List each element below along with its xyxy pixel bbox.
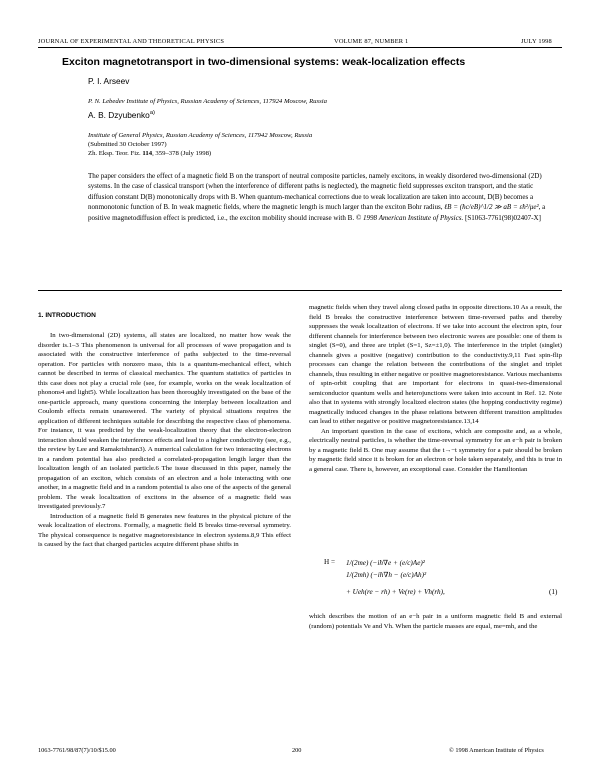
equation-hole-term: 1/(2mh) (−iħ∇h − (e/c)Ah)² xyxy=(346,571,427,579)
paragraph: In two-dimensional (2D) systems, all states are localized, no matter how weak the disorder is.1–3 This phenomenon is universal for all processes of wave propagation and is associated with the constructive interference of paths subjected to the time-reversal operation. For particles with nonzero mass, this is a quantum-mechanical effect, which cannot be described in terms of classical mechanics. The quantum statistics of particles in this case does not play a crucial role (see, for example, works on the weak localization of phonons4 and light5). While localization has been thoroughly investigated on the base of the one-particle approach, many questions concerning the interplay between localization and Coulomb effects remain unanswered. The variety of physical situations requires the application of different techniques suitable for describing the respective class of phenomena. For instance, it was predicted by the weak-localization theory that the electron-electron interaction should weaken the interference effects and lead to a higher conductivity (see, e.g., the review by Lee and Ramakrishnan3). A numerical calculation for two interacting electrons in a random potential has also predicted a correlated-propagation length larger than the localization length of an isolated particle.6 The issue discussed in this paper, namely the propagation of an exciton, which consists of an electron and a hole interacting with one another, in a magnetic field and in a random potential is also one of the aspects of the general problem. The weak localization of excitons in the absence of a magnetic field was investigated previously.7 xyxy=(38,332,291,510)
equation-electron-term: 1/(2me) (−iħ∇e + (e/c)Ae)² xyxy=(346,559,425,567)
right-column-continuation xyxy=(309,612,562,631)
volume-number: VOLUME 87, NUMBER 1 xyxy=(334,38,409,45)
issue-date: JULY 1998 xyxy=(521,38,552,45)
abstract-rule xyxy=(38,290,562,291)
left-column xyxy=(38,331,291,550)
right-column xyxy=(309,303,562,474)
paragraph: Introduction of a magnetic field B generates new features in the physical picture of the weak localization of electrons. Formally, a magnetic field B breaks time-reversal symmetry. The physical consequence is negative magnetoresistance in electron systems.8,9 This effect is caused by the fact that charged particles acquire different phase shifts in xyxy=(38,512,291,548)
journal-name: JOURNAL OF EXPERIMENTAL AND THEORETICAL PHYSICS xyxy=(38,38,225,45)
submission-date: (Submitted 30 October 1997) xyxy=(88,141,167,148)
doi-code: [S1063-7761(98)02407-X] xyxy=(465,213,541,222)
page-number: 200 xyxy=(292,747,302,754)
author-1-name: P. I. Arseev xyxy=(88,76,130,86)
author-footnote-mark: a) xyxy=(149,110,155,117)
abstract: The paper considers the effect of a magnetic field B on the transport of neutral composite particles, namely excitons, in weakly disordered two-dimensional (2D) systems. In the case of classical transport (when the interference of different paths is neglected), the magnetic field suppresses exciton transport, and the static diffusion constant D(B) monotonically drops with B. When quantum-mechanical corrections due to weak localization are taken into account, D(B) becomes a nonmonotonic function of B. In weak magnetic fields, where the magnetic length is much larger than the exciton Bohr radius, ℓB = (ħc/eB)^1/2 ≫ aB = εħ²/μe², a positive magnetodiffusion effect is predicted, i.e., the exciton mobility should increase with B. © 1998 American Institute of Physics. [S1063-7761(98)02407-X] xyxy=(88,172,546,222)
footer-copyright: © 1998 American Institute of Physics xyxy=(449,747,544,754)
header-rule xyxy=(38,47,562,48)
bohr-radius-formula: ℓB = (ħc/eB)^1/2 ≫ aB = εħ²/μe² xyxy=(444,203,539,212)
citation-line: Zh. Eksp. Teor. Fiz. 114, 359–378 (July 1998) xyxy=(88,150,212,157)
author-2-affiliation: Institute of General Physics, Russian Academy of Sciences, 117942 Moscow, Russia xyxy=(88,132,313,139)
equation-lhs: H = xyxy=(324,558,336,566)
author-1-affiliation: P. N. Lebedev Institute of Physics, Russian Academy of Sciences, 117924 Moscow, Russia xyxy=(88,98,327,105)
paragraph: magnetic fields when they travel along closed paths in opposite directions.10 As a result, the field B breaks the constructive interference between time-reversed paths and thereby suppresses the weak localization of electrons. If we take into account the electron spin, four different channels for interference between two electronic waves are possible: one of them is singlet (S=0), and three are triplet (S=1, Sz=±1,0). The interference in the triplet (singlet) channels gives a positive (negative) contribution to the conductivity.9,11 Fast spin-flip processes can change the relation between the contributions of the singlet and triplet channels, thus resulting in either negative or positive magnetoresistance. Various mechanisms of spin-orbit coupling that are important for electrons in quasi-two-dimensional semiconductor quantum wells and heterojunctions were taken into account in Ref. 12. Note also that in systems with strongly localized electron states (the hopping conductivity regime) magnetically induced changes in the phase relations between different transition amplitudes can lead to either negative or positive magnetoresistance.13,14 xyxy=(309,304,562,425)
paragraph: An important question in the case of excitons, which are composite and, as a whole, electrically neutral particles, is whether the time-reversal symmetry for an e−h pair is broken by a magnetic field B. One may assume that the t→−t symmetry for a pair should be broken by magnetic field since it is broken for an electron or hole taken separately, and this is true in a general case. There is, however, an exceptional case. Consider the Hamiltonian xyxy=(309,427,562,473)
section-heading: 1. INTRODUCTION xyxy=(38,312,96,319)
footer-issn: 1063-7761/98/87(7)/10/$15.00 xyxy=(38,747,116,754)
equation-1 xyxy=(312,550,562,610)
equation-number: (1) xyxy=(549,588,558,596)
equation-potential-terms: + Ueh(re − rh) + Ve(re) + Vh(rh), xyxy=(346,588,445,596)
paragraph: which describes the motion of an e−h pair in a uniform magnetic field B and external (random) potentials Ve and Vh. When the particle masses are equal, me=mh, and the xyxy=(309,613,562,630)
author-2-name: A. B. Dzyubenko$^{a)}$ xyxy=(88,110,155,120)
paper-title: Exciton magnetotransport in two-dimensional systems: weak-localization effects xyxy=(62,56,466,68)
copyright-note: © 1998 American Institute of Physics. xyxy=(355,213,464,222)
